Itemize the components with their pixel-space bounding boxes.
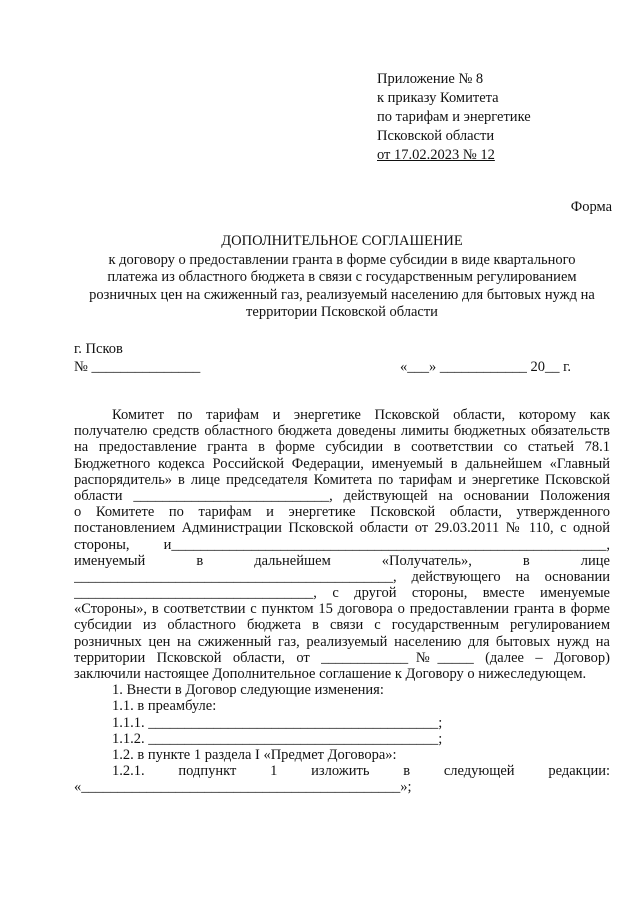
appendix-header — [377, 70, 531, 165]
body-line: области ___________________________, действующей на основании Положения — [74, 487, 610, 504]
body-line: именуемый в дальнейшем «Получатель», в лице — [74, 552, 610, 569]
appendix-line: по тарифам и энергетике — [377, 109, 531, 125]
appendix-order-date: от 17.02.2023 № 12 — [377, 147, 495, 163]
form-label: Форма — [570, 199, 612, 215]
body-line: на предоставление гранта в форме субсидии в соответствии со статьей 78.1 — [74, 439, 610, 456]
title-main: ДОПОЛНИТЕЛЬНОЕ СОГЛАШЕНИЕ — [221, 233, 463, 249]
document-title — [72, 233, 612, 321]
body-line: Бюджетного кодекса Российской Федерации, именуемый в дальнейшем «Главный — [74, 455, 610, 472]
body-line: распорядитель» в лице председателя Комитета по тарифам и энергетике Псковской — [74, 471, 610, 488]
body-line: «Стороны», в соответствии с пунктом 15 договора о предоставлении гранта в форме — [74, 601, 610, 618]
appendix-line: Приложение № 8 — [377, 71, 484, 87]
amendment-item: «____________________________________________»; — [74, 779, 412, 796]
agreement-number: № _______________ — [74, 359, 201, 375]
body-line: стороны, и____________________________________________________________, — [74, 536, 610, 553]
title-subline: к договору о предоставлении гранта в форме субсидии в виде квартального — [108, 252, 576, 269]
amendment-item: 1.1.1. ________________________________________; — [112, 714, 443, 731]
body-line: постановлением Администрации Псковской области от 29.03.2011 № 110, с одной — [74, 520, 610, 537]
appendix-line: к приказу Комитета — [377, 90, 499, 106]
body-line: заключили настоящее Дополнительное соглашение к Договору о нижеследующем. — [74, 666, 587, 682]
city: г. Псков — [74, 341, 123, 357]
body-line: _________________________________, с другой стороны, вместе именуемые — [74, 585, 610, 602]
amendment-item: 1.1. в преамбуле: — [112, 698, 217, 715]
appendix-line: Псковской области — [377, 128, 495, 144]
agreement-body — [74, 407, 610, 796]
place-and-date — [74, 340, 614, 376]
body-line: территории Псковской области, от ____________№_____ (далее – Договор) — [74, 649, 610, 666]
title-subline: платежа из областного бюджета в связи с государственным регулированием — [107, 269, 577, 286]
title-subline: территории Псковской области — [246, 303, 438, 320]
amendment-item: 1.1.2. ________________________________________; — [112, 730, 443, 747]
amendment-items — [74, 682, 610, 795]
body-line: о Комитете по тарифам и энергетике Псковской области, утвержденного — [74, 504, 610, 521]
title-subline: розничных цен на сжиженный газ, реализуемый населению для бытовых нужд на — [89, 286, 595, 303]
body-paragraph — [74, 407, 610, 682]
amendment-item: 1.2. в пункте 1 раздела I «Предмет Договора»: — [112, 746, 397, 763]
body-line: розничных цен на сжиженный газ, реализуемый населению для бытовых нужд на — [74, 633, 610, 650]
body-line: субсидии из областного бюджета в связи с государственным регулированием — [74, 617, 610, 634]
body-line: Комитет по тарифам и энергетике Псковской области, которому как — [112, 407, 610, 423]
agreement-date: «___» ____________ 20__ г. — [400, 359, 572, 375]
body-line: ____________________________________________, действующего на основании — [74, 568, 610, 585]
body-line: получателю средств областного бюджета доведены лимиты бюджетных обязательств — [74, 423, 610, 440]
amendment-item: 1.2.1. подпункт 1 изложить в следующей редакции: — [112, 763, 610, 780]
amendment-item: 1. Внести в Договор следующие изменения: — [112, 682, 384, 699]
